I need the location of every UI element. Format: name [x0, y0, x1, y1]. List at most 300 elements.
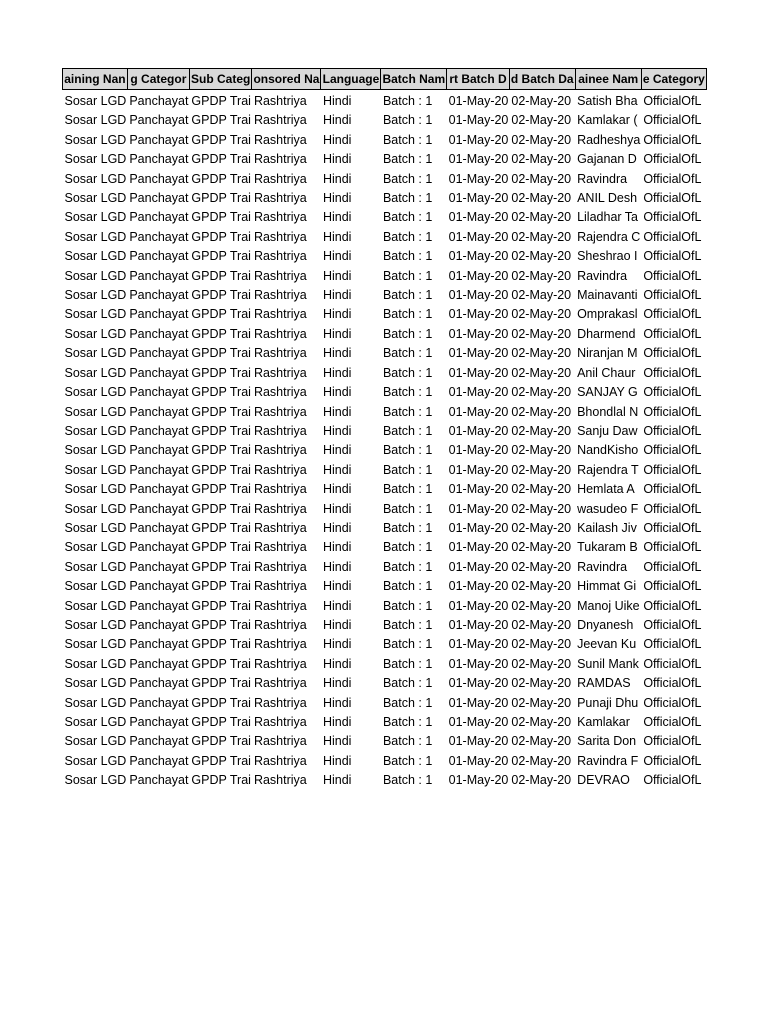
table-cell[interactable]: Panchayat — [129, 365, 189, 380]
table-cell[interactable]: Punaji Dhu — [577, 695, 639, 710]
table-cell[interactable]: 02-May-20 — [511, 617, 572, 632]
table-cell[interactable]: Sosar LGD — [64, 404, 127, 419]
table-cell[interactable]: GPDP Trai — [191, 773, 251, 788]
table-cell[interactable]: 02-May-20 — [511, 210, 572, 225]
table-cell[interactable]: Hindi — [322, 579, 352, 594]
table-cell[interactable]: 02-May-20 — [511, 462, 572, 477]
table-cell[interactable]: Sosar LGD — [64, 676, 127, 691]
table-cell[interactable]: OfficialOfL — [643, 656, 702, 671]
table-cell[interactable]: GPDP Trai — [191, 501, 251, 516]
table-cell[interactable]: 02-May-20 — [511, 132, 572, 147]
table-cell[interactable]: Panchayat — [129, 191, 189, 206]
table-cell[interactable]: Batch : 1 — [382, 617, 433, 632]
table-cell[interactable]: Rashtriya — [253, 656, 307, 671]
table-cell[interactable]: Rashtriya — [253, 229, 307, 244]
table-cell[interactable]: Rashtriya — [253, 734, 307, 749]
table-cell[interactable]: GPDP Trai — [191, 229, 251, 244]
table-cell[interactable]: OfficialOfL — [643, 559, 702, 574]
table-cell[interactable]: Hindi — [322, 656, 352, 671]
table-cell[interactable]: Sosar LGD — [64, 229, 127, 244]
table-cell[interactable]: Rashtriya — [253, 113, 307, 128]
table-cell[interactable]: Kamlakar ( — [577, 113, 638, 128]
table-cell[interactable]: GPDP Trai — [191, 540, 251, 555]
table-cell[interactable]: Panchayat — [129, 113, 189, 128]
table-cell[interactable]: 02-May-20 — [511, 346, 572, 361]
table-cell[interactable]: GPDP Trai — [191, 268, 251, 283]
table-cell[interactable]: OfficialOfL — [643, 288, 702, 303]
table-cell[interactable]: Batch : 1 — [382, 132, 433, 147]
table-cell[interactable]: Batch : 1 — [382, 773, 433, 788]
table-cell[interactable]: Sosar LGD — [64, 288, 127, 303]
table-cell[interactable]: Batch : 1 — [382, 598, 433, 613]
table-cell[interactable]: OfficialOfL — [643, 695, 702, 710]
table-cell[interactable]: GPDP Trai — [191, 520, 251, 535]
table-cell[interactable]: Rashtriya — [253, 307, 307, 322]
column-header-6[interactable]: rt Batch D — [447, 69, 510, 90]
table-cell[interactable]: 02-May-20 — [511, 171, 572, 186]
table-cell[interactable]: OfficialOfL — [643, 773, 702, 788]
table-cell[interactable]: GPDP Trai — [191, 385, 251, 400]
table-cell[interactable]: Panchayat — [129, 540, 189, 555]
table-cell[interactable]: DEVRAO — [577, 773, 630, 788]
table-cell[interactable]: Rashtriya — [253, 404, 307, 419]
table-cell[interactable]: Batch : 1 — [382, 288, 433, 303]
table-cell[interactable]: Panchayat — [129, 346, 189, 361]
table-cell[interactable]: 01-May-20 — [448, 482, 509, 497]
table-cell[interactable]: 01-May-20 — [448, 268, 509, 283]
table-cell[interactable]: Hindi — [322, 385, 352, 400]
table-cell[interactable]: Rashtriya — [253, 695, 307, 710]
table-cell[interactable]: Liladhar Ta — [577, 210, 639, 225]
table-cell[interactable]: OfficialOfL — [643, 443, 702, 458]
table-cell[interactable]: Rashtriya — [253, 579, 307, 594]
column-header-0[interactable]: aining Nan — [63, 69, 128, 90]
table-cell[interactable]: Sosar LGD — [64, 520, 127, 535]
table-cell[interactable]: Ravindra — [577, 268, 628, 283]
table-cell[interactable]: GPDP Trai — [191, 404, 251, 419]
table-cell[interactable]: Sosar LGD — [64, 734, 127, 749]
table-cell[interactable]: 02-May-20 — [511, 715, 572, 729]
table-cell[interactable]: OfficialOfL — [643, 637, 702, 652]
table-cell[interactable]: Sosar LGD — [64, 753, 127, 768]
table-cell[interactable]: Batch : 1 — [382, 559, 433, 574]
table-cell[interactable]: Hindi — [322, 540, 352, 555]
table-cell[interactable]: Batch : 1 — [382, 365, 433, 380]
table-cell[interactable]: Panchayat — [129, 637, 189, 652]
table-cell[interactable]: 01-May-20 — [448, 152, 509, 167]
table-cell[interactable]: 01-May-20 — [448, 288, 509, 303]
table-cell[interactable]: NandKisho — [577, 443, 639, 458]
table-cell[interactable]: Dnyanesh — [577, 617, 634, 632]
table-cell[interactable]: 02-May-20 — [511, 520, 572, 535]
column-header-9[interactable]: e Category — [641, 69, 706, 90]
table-cell[interactable]: Hindi — [322, 171, 352, 186]
table-cell[interactable]: Sosar LGD — [64, 559, 127, 574]
table-cell[interactable]: Omprakasl — [577, 307, 638, 322]
table-cell[interactable]: Himmat Gi — [577, 579, 637, 594]
table-cell[interactable]: Sosar LGD — [64, 268, 127, 283]
table-cell[interactable]: 01-May-20 — [448, 423, 509, 438]
table-cell[interactable]: 01-May-20 — [448, 462, 509, 477]
table-cell[interactable]: Satish Bha — [577, 94, 638, 108]
table-cell[interactable]: Manoj Uike — [577, 598, 640, 613]
table-cell[interactable]: Rashtriya — [253, 462, 307, 477]
table-cell[interactable]: Panchayat — [129, 94, 189, 108]
table-cell[interactable]: Hindi — [322, 365, 352, 380]
table-cell[interactable]: OfficialOfL — [643, 152, 702, 167]
table-cell[interactable]: Sosar LGD — [64, 94, 127, 108]
table-cell[interactable]: RAMDAS — [577, 676, 631, 691]
table-cell[interactable]: Hindi — [322, 152, 352, 167]
table-cell[interactable]: Rashtriya — [253, 249, 307, 264]
table-cell[interactable]: Hindi — [322, 288, 352, 303]
table-cell[interactable]: OfficialOfL — [643, 326, 702, 341]
table-cell[interactable]: 01-May-20 — [448, 753, 509, 768]
table-cell[interactable]: GPDP Trai — [191, 326, 251, 341]
table-cell[interactable]: Sosar LGD — [64, 365, 127, 380]
table-cell[interactable]: 01-May-20 — [448, 229, 509, 244]
table-cell[interactable]: Rashtriya — [253, 753, 307, 768]
table-cell[interactable]: Rashtriya — [253, 288, 307, 303]
table-cell[interactable]: GPDP Trai — [191, 559, 251, 574]
table-cell[interactable]: Sosar LGD — [64, 462, 127, 477]
table-cell[interactable]: Panchayat — [129, 288, 189, 303]
column-header-1[interactable]: g Categor — [127, 69, 189, 90]
table-cell[interactable]: Sosar LGD — [64, 210, 127, 225]
table-cell[interactable]: 01-May-20 — [448, 579, 509, 594]
table-cell[interactable]: Rajendra C — [577, 229, 641, 244]
table-cell[interactable]: GPDP Trai — [191, 132, 251, 147]
table-cell[interactable]: Hindi — [322, 520, 352, 535]
table-cell[interactable]: OfficialOfL — [643, 579, 702, 594]
table-cell[interactable]: 01-May-20 — [448, 249, 509, 264]
table-cell[interactable]: 02-May-20 — [511, 365, 572, 380]
table-cell[interactable]: Batch : 1 — [382, 462, 433, 477]
table-cell[interactable]: Batch : 1 — [382, 229, 433, 244]
table-cell[interactable]: GPDP Trai — [191, 288, 251, 303]
table-cell[interactable]: Batch : 1 — [382, 637, 433, 652]
table-cell[interactable]: Ravindra — [577, 559, 628, 574]
column-header-7[interactable]: d Batch Da — [509, 69, 575, 90]
table-cell[interactable]: Rashtriya — [253, 715, 307, 729]
table-cell[interactable]: Hindi — [322, 268, 352, 283]
table-cell[interactable]: Rashtriya — [253, 617, 307, 632]
table-cell[interactable]: Hindi — [322, 559, 352, 574]
table-cell[interactable]: Sosar LGD — [64, 132, 127, 147]
table-cell[interactable]: Panchayat — [129, 326, 189, 341]
table-cell[interactable]: Panchayat — [129, 210, 189, 225]
table-cell[interactable]: 01-May-20 — [448, 540, 509, 555]
table-cell[interactable]: OfficialOfL — [643, 94, 702, 108]
table-cell[interactable]: Rashtriya — [253, 559, 307, 574]
table-cell[interactable]: OfficialOfL — [643, 132, 702, 147]
table-cell[interactable]: Hindi — [322, 210, 352, 225]
table-cell[interactable]: 02-May-20 — [511, 559, 572, 574]
table-cell[interactable]: Batch : 1 — [382, 656, 433, 671]
table-cell[interactable]: Rashtriya — [253, 346, 307, 361]
table-cell[interactable]: 02-May-20 — [511, 734, 572, 749]
table-cell[interactable]: 01-May-20 — [448, 171, 509, 186]
table-cell[interactable]: 01-May-20 — [448, 365, 509, 380]
table-cell[interactable]: Hindi — [322, 307, 352, 322]
table-cell[interactable]: Panchayat — [129, 385, 189, 400]
table-cell[interactable]: Rashtriya — [253, 676, 307, 691]
table-cell[interactable]: 02-May-20 — [511, 229, 572, 244]
table-cell[interactable]: Rashtriya — [253, 773, 307, 788]
table-cell[interactable]: Hindi — [322, 715, 352, 729]
table-cell[interactable]: GPDP Trai — [191, 734, 251, 749]
table-cell[interactable]: Kamlakar — [577, 715, 630, 729]
table-cell[interactable]: 02-May-20 — [511, 113, 572, 128]
table-cell[interactable]: GPDP Trai — [191, 695, 251, 710]
table-cell[interactable]: Batch : 1 — [382, 540, 433, 555]
table-cell[interactable]: Batch : 1 — [382, 385, 433, 400]
table-cell[interactable]: Rashtriya — [253, 482, 307, 497]
table-cell[interactable]: 01-May-20 — [448, 637, 509, 652]
table-cell[interactable]: GPDP Trai — [191, 365, 251, 380]
table-cell[interactable]: Rashtriya — [253, 598, 307, 613]
table-cell[interactable]: Panchayat — [129, 249, 189, 264]
table-cell[interactable]: Hindi — [322, 695, 352, 710]
table-cell[interactable]: OfficialOfL — [643, 617, 702, 632]
table-cell[interactable]: Rashtriya — [253, 423, 307, 438]
table-cell[interactable]: Rashtriya — [253, 365, 307, 380]
table-cell[interactable]: Panchayat — [129, 132, 189, 147]
table-cell[interactable]: GPDP Trai — [191, 676, 251, 691]
table-cell[interactable]: Panchayat — [129, 598, 189, 613]
table-cell[interactable]: Batch : 1 — [382, 676, 433, 691]
table-cell[interactable]: Batch : 1 — [382, 404, 433, 419]
table-cell[interactable]: GPDP Trai — [191, 617, 251, 632]
table-cell[interactable]: Anil Chaur — [577, 365, 636, 380]
table-cell[interactable]: 02-May-20 — [511, 656, 572, 671]
table-cell[interactable]: Bhondlal N — [577, 404, 639, 419]
table-cell[interactable]: Hindi — [322, 326, 352, 341]
table-cell[interactable]: Batch : 1 — [382, 695, 433, 710]
table-cell[interactable]: Rashtriya — [253, 210, 307, 225]
table-cell[interactable]: wasudeo F — [577, 501, 639, 516]
table-cell[interactable]: Sheshrao I — [577, 249, 638, 264]
table-cell[interactable]: 02-May-20 — [511, 191, 572, 206]
table-cell[interactable]: 01-May-20 — [448, 559, 509, 574]
table-cell[interactable]: Batch : 1 — [382, 346, 433, 361]
table-cell[interactable]: Panchayat — [129, 501, 189, 516]
table-cell[interactable]: Rashtriya — [253, 326, 307, 341]
table-cell[interactable]: Sosar LGD — [64, 171, 127, 186]
table-cell[interactable]: Sosar LGD — [64, 307, 127, 322]
table-cell[interactable]: 02-May-20 — [511, 326, 572, 341]
table-cell[interactable]: 01-May-20 — [448, 346, 509, 361]
table-cell[interactable]: GPDP Trai — [191, 210, 251, 225]
table-cell[interactable]: Hindi — [322, 598, 352, 613]
table-cell[interactable]: 01-May-20 — [448, 695, 509, 710]
table-cell[interactable]: Rashtriya — [253, 152, 307, 167]
table-cell[interactable]: Panchayat — [129, 462, 189, 477]
column-header-3[interactable]: onsored Na — [252, 69, 321, 90]
table-cell[interactable]: OfficialOfL — [643, 676, 702, 691]
table-cell[interactable]: Batch : 1 — [382, 191, 433, 206]
table-cell[interactable]: Sosar LGD — [64, 637, 127, 652]
table-cell[interactable]: OfficialOfL — [643, 462, 702, 477]
table-cell[interactable]: Panchayat — [129, 734, 189, 749]
table-cell[interactable]: Panchayat — [129, 443, 189, 458]
table-cell[interactable]: 02-May-20 — [511, 579, 572, 594]
table-cell[interactable]: 01-May-20 — [448, 676, 509, 691]
table-cell[interactable]: GPDP Trai — [191, 482, 251, 497]
table-cell[interactable]: GPDP Trai — [191, 152, 251, 167]
table-cell[interactable]: Rashtriya — [253, 540, 307, 555]
table-cell[interactable]: 02-May-20 — [511, 443, 572, 458]
table-cell[interactable]: Rajendra T — [577, 462, 639, 477]
table-cell[interactable]: OfficialOfL — [643, 404, 702, 419]
table-cell[interactable]: 01-May-20 — [448, 326, 509, 341]
table-cell[interactable]: Batch : 1 — [382, 268, 433, 283]
table-cell[interactable]: Hindi — [322, 501, 352, 516]
table-cell[interactable]: GPDP Trai — [191, 579, 251, 594]
table-cell[interactable]: OfficialOfL — [643, 171, 702, 186]
table-cell[interactable]: Rashtriya — [253, 268, 307, 283]
table-cell[interactable]: GPDP Trai — [191, 462, 251, 477]
table-cell[interactable]: Panchayat — [129, 520, 189, 535]
table-cell[interactable]: Hindi — [322, 753, 352, 768]
table-cell[interactable]: Rashtriya — [253, 94, 307, 108]
table-cell[interactable]: OfficialOfL — [643, 501, 702, 516]
table-cell[interactable]: Hindi — [322, 676, 352, 691]
table-cell[interactable]: 02-May-20 — [511, 385, 572, 400]
table-cell[interactable]: OfficialOfL — [643, 210, 702, 225]
table-cell[interactable]: 01-May-20 — [448, 501, 509, 516]
table-cell[interactable]: GPDP Trai — [191, 249, 251, 264]
table-cell[interactable]: OfficialOfL — [643, 540, 702, 555]
table-cell[interactable]: Sosar LGD — [64, 443, 127, 458]
table-cell[interactable]: Sosar LGD — [64, 326, 127, 341]
table-cell[interactable]: Panchayat — [129, 307, 189, 322]
table-cell[interactable]: 01-May-20 — [448, 656, 509, 671]
table-cell[interactable]: GPDP Trai — [191, 443, 251, 458]
table-cell[interactable]: Hindi — [322, 462, 352, 477]
table-cell[interactable]: Rashtriya — [253, 443, 307, 458]
table-cell[interactable]: 01-May-20 — [448, 443, 509, 458]
table-cell[interactable]: Batch : 1 — [382, 482, 433, 497]
table-cell[interactable]: Hindi — [322, 443, 352, 458]
table-cell[interactable]: Sosar LGD — [64, 346, 127, 361]
table-cell[interactable]: Rashtriya — [253, 132, 307, 147]
table-cell[interactable]: Batch : 1 — [382, 734, 433, 749]
table-cell[interactable]: Batch : 1 — [382, 152, 433, 167]
table-cell[interactable]: Panchayat — [129, 171, 189, 186]
table-cell[interactable]: OfficialOfL — [643, 753, 702, 768]
table-cell[interactable]: Hindi — [322, 404, 352, 419]
column-header-4[interactable]: Language — [321, 69, 381, 90]
table-cell[interactable]: Panchayat — [129, 773, 189, 788]
table-cell[interactable]: Ravindra F — [577, 753, 639, 768]
table-cell[interactable]: Hindi — [322, 423, 352, 438]
table-cell[interactable]: 02-May-20 — [511, 423, 572, 438]
table-cell[interactable]: Jeevan Ku — [577, 637, 637, 652]
table-cell[interactable]: 02-May-20 — [511, 773, 572, 788]
table-cell[interactable]: Sosar LGD — [64, 598, 127, 613]
table-cell[interactable]: Sosar LGD — [64, 540, 127, 555]
table-cell[interactable]: Rashtriya — [253, 520, 307, 535]
table-cell[interactable]: 02-May-20 — [511, 753, 572, 768]
table-cell[interactable]: 02-May-20 — [511, 249, 572, 264]
table-cell[interactable]: Panchayat — [129, 617, 189, 632]
table-cell[interactable]: Niranjan M — [577, 346, 638, 361]
table-cell[interactable]: Panchayat — [129, 753, 189, 768]
table-cell[interactable]: Sosar LGD — [64, 773, 127, 788]
table-cell[interactable]: Sosar LGD — [64, 249, 127, 264]
table-cell[interactable]: Sarita Don — [577, 734, 637, 749]
table-cell[interactable]: GPDP Trai — [191, 307, 251, 322]
table-cell[interactable]: OfficialOfL — [643, 385, 702, 400]
table-cell[interactable]: 01-May-20 — [448, 113, 509, 128]
table-cell[interactable]: Batch : 1 — [382, 326, 433, 341]
table-cell[interactable]: 01-May-20 — [448, 191, 509, 206]
table-cell[interactable]: GPDP Trai — [191, 191, 251, 206]
table-cell[interactable]: 02-May-20 — [511, 637, 572, 652]
table-cell[interactable]: Batch : 1 — [382, 113, 433, 128]
table-cell[interactable]: OfficialOfL — [643, 191, 702, 206]
table-cell[interactable]: Tukaram B — [577, 540, 638, 555]
table-cell[interactable]: GPDP Trai — [191, 598, 251, 613]
table-cell[interactable]: Hindi — [322, 637, 352, 652]
table-cell[interactable]: Panchayat — [129, 268, 189, 283]
table-cell[interactable]: 02-May-20 — [511, 307, 572, 322]
table-cell[interactable]: Rashtriya — [253, 637, 307, 652]
table-cell[interactable]: 02-May-20 — [511, 540, 572, 555]
table-cell[interactable]: 01-May-20 — [448, 385, 509, 400]
table-cell[interactable]: OfficialOfL — [643, 307, 702, 322]
table-cell[interactable]: 02-May-20 — [511, 268, 572, 283]
table-cell[interactable]: OfficialOfL — [643, 482, 702, 497]
table-cell[interactable]: Sosar LGD — [64, 617, 127, 632]
table-cell[interactable]: 02-May-20 — [511, 404, 572, 419]
table-cell[interactable]: Panchayat — [129, 656, 189, 671]
table-cell[interactable]: 02-May-20 — [511, 695, 572, 710]
table-cell[interactable]: Rashtriya — [253, 171, 307, 186]
table-cell[interactable]: GPDP Trai — [191, 171, 251, 186]
table-cell[interactable]: 01-May-20 — [448, 617, 509, 632]
table-cell[interactable]: Panchayat — [129, 695, 189, 710]
table-cell[interactable]: GPDP Trai — [191, 113, 251, 128]
table-cell[interactable]: OfficialOfL — [643, 268, 702, 283]
table-cell[interactable]: Radheshya — [577, 132, 641, 147]
table-cell[interactable]: Batch : 1 — [382, 307, 433, 322]
table-cell[interactable]: Sosar LGD — [64, 482, 127, 497]
table-cell[interactable]: Panchayat — [129, 715, 189, 729]
table-cell[interactable]: 02-May-20 — [511, 598, 572, 613]
table-cell[interactable]: Panchayat — [129, 559, 189, 574]
table-cell[interactable]: 01-May-20 — [448, 307, 509, 322]
table-cell[interactable]: Hindi — [322, 249, 352, 264]
table-cell[interactable]: Panchayat — [129, 482, 189, 497]
table-cell[interactable]: GPDP Trai — [191, 753, 251, 768]
table-cell[interactable]: Sunil Mank — [577, 656, 639, 671]
table-cell[interactable]: Kailash Jiv — [577, 520, 637, 535]
table-cell[interactable]: Sosar LGD — [64, 715, 127, 729]
table-cell[interactable]: Mainavanti — [577, 288, 638, 303]
table-cell[interactable]: Batch : 1 — [382, 94, 433, 108]
table-cell[interactable]: Sosar LGD — [64, 385, 127, 400]
table-cell[interactable]: Hindi — [322, 773, 352, 788]
table-cell[interactable]: Panchayat — [129, 676, 189, 691]
table-cell[interactable]: OfficialOfL — [643, 113, 702, 128]
table-cell[interactable]: Sosar LGD — [64, 113, 127, 128]
table-cell[interactable]: Sosar LGD — [64, 191, 127, 206]
table-cell[interactable]: Hindi — [322, 94, 352, 108]
table-cell[interactable]: Sosar LGD — [64, 695, 127, 710]
table-cell[interactable]: GPDP Trai — [191, 423, 251, 438]
